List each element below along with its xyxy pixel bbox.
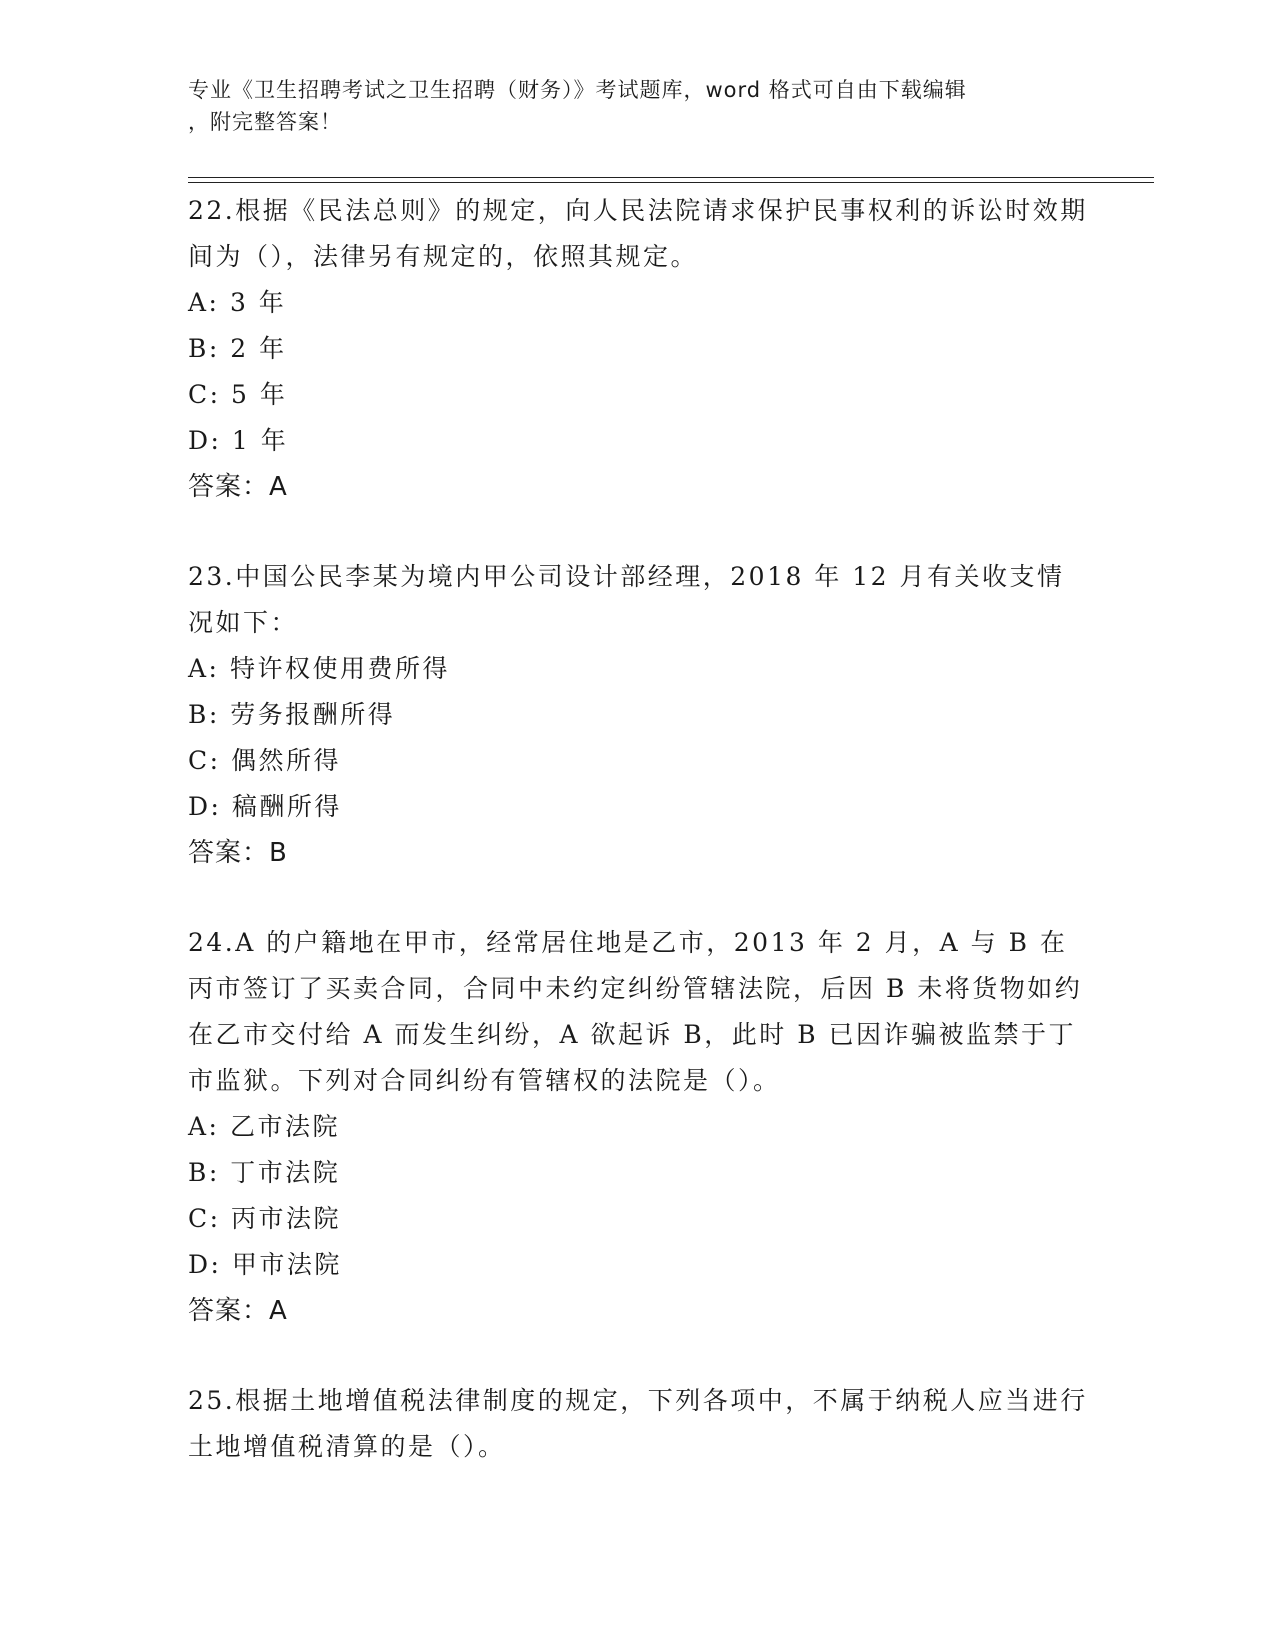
header-divider-bottom (188, 182, 1154, 183)
option-letter: D: (188, 1250, 222, 1279)
option-text: 3 年 (229, 288, 287, 317)
option-text: 乙市法院 (229, 1112, 340, 1141)
question-text: 22.根据《民法总则》的规定，向人民法院请求保护民事权利的诉讼时效期间为（），法律另有规定的，依照其规定。 (188, 196, 1088, 271)
question-24 (188, 920, 1088, 1334)
option-letter: C: (188, 746, 221, 775)
option-letter: B: (188, 334, 220, 363)
option-letter: A: (188, 288, 220, 317)
option-a (188, 1104, 1088, 1150)
option-text: 2 年 (230, 334, 287, 363)
header-divider-top (188, 177, 1154, 178)
option-letter: C: (188, 1204, 221, 1233)
answer-line: 答案：A (188, 1296, 288, 1326)
option-text: 5 年 (231, 380, 288, 409)
option-text: 偶然所得 (231, 746, 342, 775)
option-letter: A: (188, 1112, 220, 1141)
option-text: 特许权使用费所得 (229, 654, 450, 683)
option-b (188, 326, 1088, 372)
option-text: 1 年 (231, 426, 289, 455)
option-letter: B: (188, 1158, 220, 1187)
document-header (188, 74, 1068, 138)
option-a (188, 646, 1088, 692)
answer-line: 答案：A (188, 472, 288, 502)
option-text: 丁市法院 (230, 1158, 341, 1187)
option-text: 丙市法院 (231, 1204, 342, 1233)
question-text: 25.根据土地增值税法律制度的规定，下列各项中，不属于纳税人应当进行土地增值税清算的是（）。 (188, 1386, 1088, 1461)
question-text: 24.A 的户籍地在甲市，经常居住地是乙市，2013 年 2 月，A 与 B 在丙市签订了买卖合同，合同中未约定纠纷管辖法院，后因 B 未将货物如约在乙市交付给 A 而发生纠纷，A 欲起诉 B，此时 B 已因诈骗被监禁于丁市监狱。下列对合同纠纷有管辖权的法院是（）。 (188, 928, 1083, 1095)
question-25 (188, 1378, 1088, 1470)
header-line-2: ，附完整答案！ (188, 110, 342, 134)
question-22 (188, 188, 1088, 510)
option-c (188, 738, 1088, 784)
option-letter: B: (188, 700, 220, 729)
option-a (188, 280, 1088, 326)
question-23 (188, 554, 1088, 876)
option-text: 稿酬所得 (231, 792, 342, 821)
header-line-1: 专业《卫生招聘考试之卫生招聘（财务）》考试题库，word 格式可自由下载编辑 (188, 78, 967, 102)
question-list (188, 188, 1088, 1514)
option-d (188, 784, 1088, 830)
option-d (188, 1242, 1088, 1288)
answer-line: 答案：B (188, 838, 288, 868)
option-b (188, 692, 1088, 738)
option-c (188, 372, 1088, 418)
option-c (188, 1196, 1088, 1242)
option-letter: C: (188, 380, 221, 409)
option-letter: A: (188, 654, 220, 683)
option-text: 甲市法院 (231, 1250, 342, 1279)
option-letter: D: (188, 426, 222, 455)
option-b (188, 1150, 1088, 1196)
option-letter: D: (188, 792, 222, 821)
option-text: 劳务报酬所得 (230, 700, 396, 729)
question-text: 23.中国公民李某为境内甲公司设计部经理，2018 年 12 月有关收支情况如下： (188, 562, 1065, 637)
option-d (188, 418, 1088, 464)
